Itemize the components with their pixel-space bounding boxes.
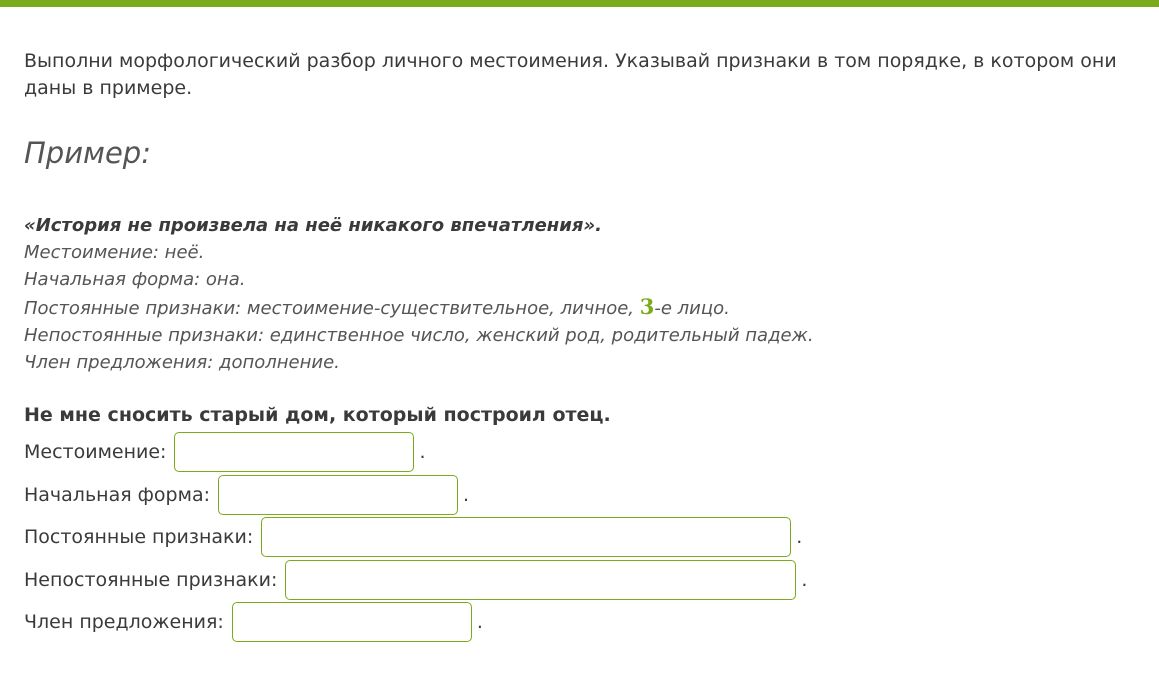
pronoun-input[interactable] — [174, 432, 414, 472]
example-variable-features: Непостоянные признаки: единственное число, женский род, родительный падеж. — [24, 325, 814, 346]
example-sentence-member: Член предложения: дополнение. — [24, 352, 340, 373]
pronoun-label: Местоимение: — [24, 441, 167, 463]
sentence-member-label: Член предложения: — [24, 611, 224, 633]
task-instruction: Выполни морфологический разбор личного местоимения. Указывай признаки в том порядке, в котором они даны в примере. — [24, 50, 1117, 99]
example-heading: Пример: — [24, 136, 151, 170]
constant-features-period: . — [796, 526, 803, 548]
initial-form-row — [24, 474, 469, 516]
sentence-member-input[interactable] — [232, 602, 472, 642]
exercise-sentence: Не мне сносить старый дом, который построил отец. — [24, 404, 611, 426]
example-pronoun: Местоимение: неё. — [24, 242, 205, 263]
pronoun-row — [24, 431, 426, 473]
sentence-member-row — [24, 601, 483, 643]
example-constant-prefix: Постоянные признаки: местоимение-существительное, личное, — [24, 298, 640, 319]
constant-features-row — [24, 516, 802, 558]
example-sentence: «История не произвела на неё никакого впечатления». — [24, 215, 602, 236]
example-block — [24, 212, 814, 376]
example-constant-suffix: -е лицо. — [654, 298, 730, 319]
constant-features-label: Постоянные признаки: — [24, 526, 254, 548]
constant-features-input[interactable] — [261, 517, 791, 557]
initial-form-label: Начальная форма: — [24, 484, 210, 506]
initial-form-period: . — [462, 484, 470, 506]
top-accent-bar — [0, 0, 1159, 7]
pronoun-period: . — [419, 441, 426, 463]
variable-features-input[interactable] — [285, 560, 796, 600]
example-initial-form: Начальная форма: она. — [24, 269, 246, 290]
example-person-number: 3 — [639, 294, 655, 319]
variable-features-row — [24, 559, 807, 601]
variable-features-period: . — [801, 569, 808, 591]
sentence-member-period: . — [476, 611, 483, 633]
variable-features-label: Непостоянные признаки: — [24, 569, 278, 591]
example-constant-features — [24, 293, 814, 322]
initial-form-input[interactable] — [218, 475, 458, 515]
